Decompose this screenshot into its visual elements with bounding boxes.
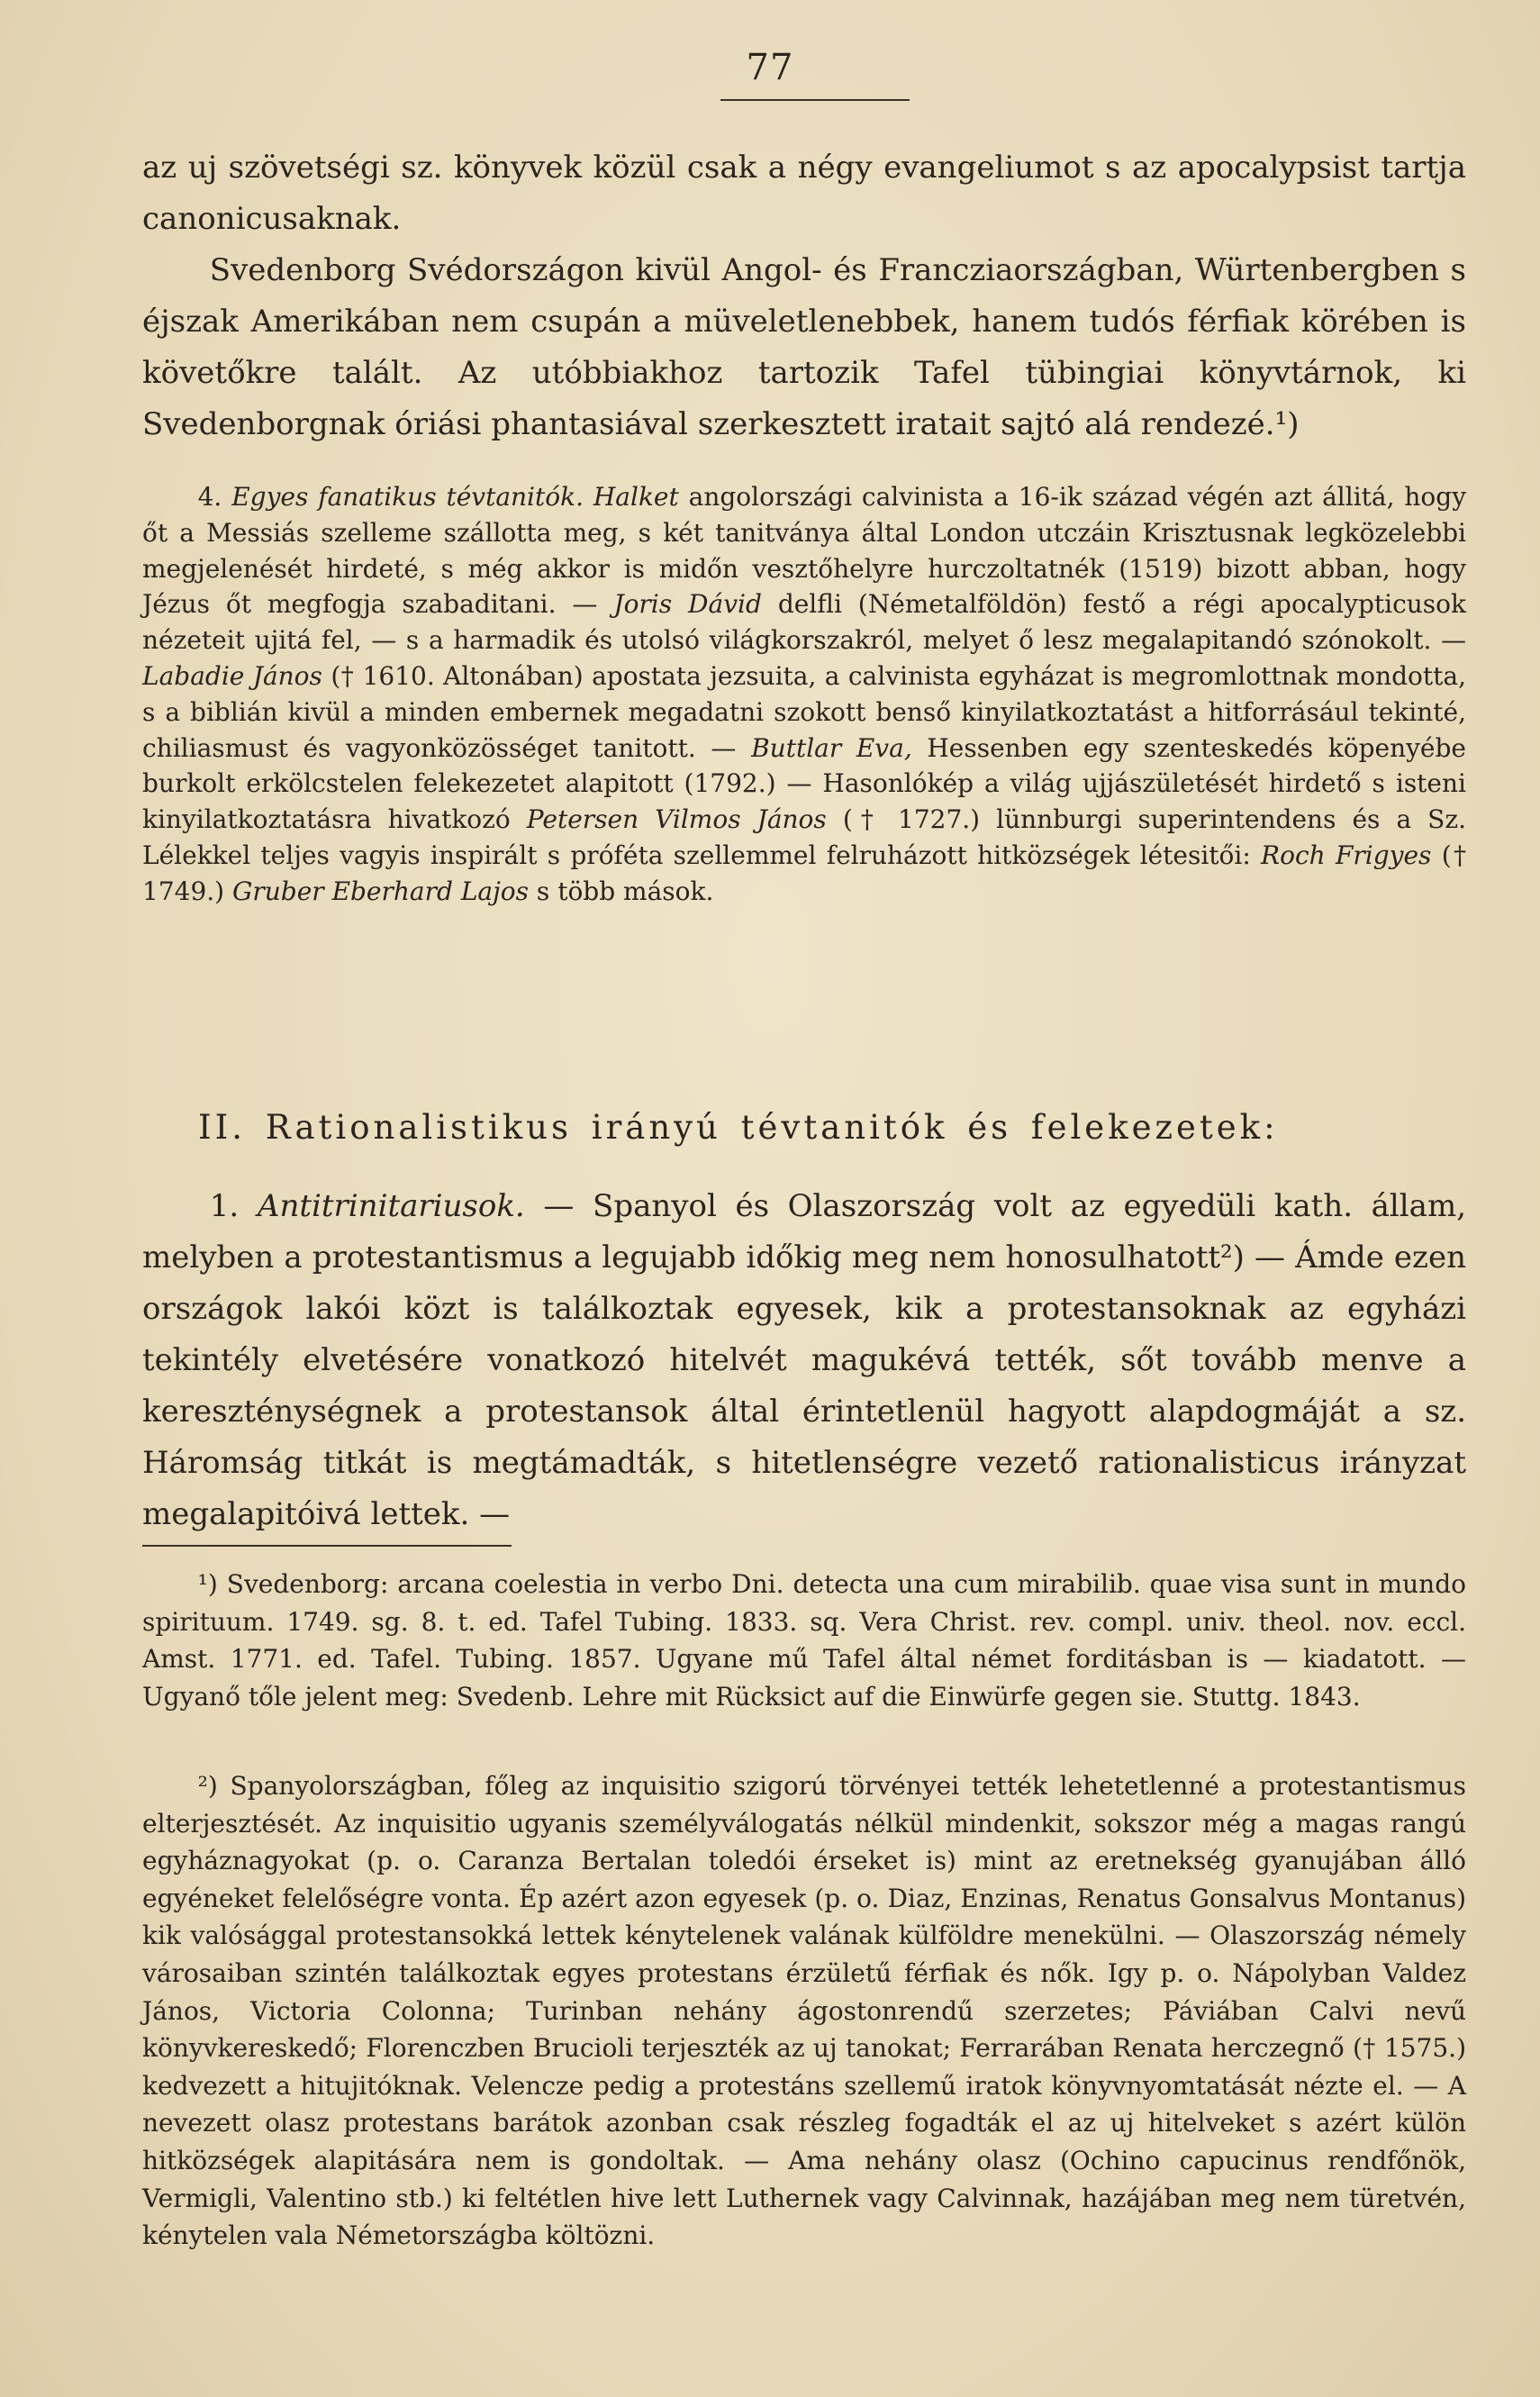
page-number: 77 (746, 47, 794, 88)
person-joris: Joris Dávid (613, 589, 762, 620)
footnote-2-text: ²) Spanyolországban, főleg az inquisitio szigorú törvényei tették lehetetlenné a protestantismus elterjesztését. Az inquisitio ugyanis személyválogatás nélkül mindenkit, sokszor még a magas rangú egyháznagyokat (p. o. Caranza Bertalan toledói érseket is) mint az eretnekség gyanujában álló egyéneket felelőségre vonta. Ép azért azon egyesek (p. o. Diaz, Enzinas, Renatus Gonsalvus Montanus) kik valósággal protestansokká lettek kénytelenek valának külföldre menekülni. — Olaszország némely városaiban szintén találkoztak egyes protestans érzületű férfiak és nők. Igy p. o. Nápolyban Valdez János, Victoria Colonna; Turinban nehány ágostonrendű szerzetes; Páviában Calvi nevű könyvkereskedő; Florenczben Brucioli terjeszték az uj tanokat; Ferrarában Renata herczegnő († 1575.) kedvezett a hitujitóknak. Velencze pedig a protestáns szellemű iratok könyvnyomtatását nézte el. — A nevezett olasz protestans barátok azonban csak részleg fogadták el az uj hitelveket s azért külön hitközségek alapitására nem is gondoltak. — Ama nehány olasz (Ochino capucinus rendfőnök, Vermigli, Valentino stb.) ki feltétlen hive lett Luthernek vagy Calvinnak, hazájában meg nem türetvén, kénytelen vala Németországba költözni. (142, 1771, 1466, 2251)
section-heading: II. Rationalistikus irányú tévtanitók és felekezetek: (198, 1108, 1279, 1147)
footnote-1 (142, 1566, 1466, 1715)
person-halket: Halket (593, 482, 679, 512)
text-halket: angolországi calvinista a 16-ik század végén azt állitá, hogy őt a Messiás szelleme szállotta meg, s két tanitványa által London utczáin Krisztusnak legközelebbi megjelenését hirdeté, s még akkor is midőn vesztőhelyre hurczoltatnék (1519) bizott abban, hogy Jézus őt megfogja szabaditani. — (142, 482, 1467, 620)
section-1-text-b: — Ámde ezen országok lakói közt is találkoztak egyesek, kik a protestansoknak az egyházi tekintély elvetésére vonatkozó hitelvét magukévá tették, sőt tovább menve a kereszténységnek a protestansok által érintetlenül hagyott alapdogmáját a sz. Háromság titkát is megtámadták, s hitetlenségre vezető rationalisticus irányzat megalapitóivá lettek. — (142, 1239, 1466, 1532)
paragraph-2: Svedenborg Svédországon kivül Angol- és Francziaországban, Würtenbergben s éjszak Amerikában nem csupán a müveletlenebbek, hanem tudós férfiak körében is követőkre talált. Az utóbbiakhoz tartozik Tafel tübingiai könyvtárnok, ki Svedenborgnak óriási phantasiával szerkesztett iratait sajtó alá rendezé.¹) (142, 252, 1466, 442)
section-1-text-a: — Spanyol és Olaszország volt az egyedüli kath. állam, melyben a protestantismus a legujabb időkig meg nem honosulhatott²) (142, 1188, 1467, 1276)
text-joris: delfli (Németalföldön) festő a régi apocalypticusok nézeteit ujitá fel, — s a harmadik és utolsó világkorszakról, melyet ő lesz megalapitandó szónokolt. — (142, 589, 1466, 656)
footnote-1-text: ¹) Svedenborg: arcana coelestia in verbo Dni. detecta una cum mirabilib. quae visa sunt in mundo spirituum. 1749. sg. 8. t. ed. Tafel Tubing. 1833. sq. Vera Christ. rev. compl. univ. theol. nov. eccl. Amst. 1771. ed. Tafel. Tubing. 1857. Ugyane mű Tafel által német forditásban is — kiadatott. — Ugyanő tőle jelent meg: Svedenb. Lehre mit Rücksict auf die Einwürfe gegen sie. Stuttg. 1843. (142, 1569, 1466, 1711)
person-labadie: Labadie János (142, 660, 322, 691)
text-petersen: († 1727.) lünnburgi superintendens és a Sz. Lélekkel teljes vagyis inspirált s próféta szellemmel felruházott hitközségek létesitői: (142, 804, 1466, 870)
section-4 (142, 479, 1466, 910)
footnote-2 (142, 1767, 1466, 2255)
section-1-title: Antitrinitariusok. (257, 1188, 525, 1224)
text-gruber: s több mások. (536, 876, 714, 906)
person-buttlar: Buttlar Eva, (751, 732, 912, 763)
section-4-title: Egyes fanatikus tévtanitók. (231, 482, 584, 512)
text-buttlar: Hessenben egy szenteskedés köpenyébe burkolt erkölcstelen felekezetet alapitott (1792.) — Hasonlókép a világ ujjászületését hirdető s isteni kinyilatkoztatásra hivatkozó (142, 732, 1466, 835)
person-petersen: Petersen Vilmos János (526, 804, 827, 835)
header-rule (720, 99, 910, 101)
main-text-top (142, 142, 1466, 450)
section-1-number: 1. (209, 1188, 240, 1224)
person-gruber: Gruber Eberhard Lajos (232, 876, 530, 906)
section-1-paragraph (142, 1181, 1466, 1540)
section-4-number: 4. (197, 482, 222, 512)
person-roch: Roch Frigyes (1261, 840, 1432, 870)
paragraph-1: az uj szövetségi sz. könyvek közül csak a négy evangeliumot s az apocalypsist tartja canonicusaknak. (142, 150, 1466, 237)
section-1 (142, 1181, 1466, 1540)
text-roch: († 1749.) (142, 840, 1466, 906)
section-4-paragraph (142, 479, 1466, 910)
text-labadie: († 1610. Altonában) apostata jezsuita, a calvinista egyházat is megromlottnak mondotta, s a biblián kivül a minden embernek megadatni szokott benső kinyilatkoztatást a hitforrásául tekinté, chiliasmust és vagyonközösséget tanitott. — (142, 660, 1466, 763)
footnote-rule (142, 1545, 512, 1547)
